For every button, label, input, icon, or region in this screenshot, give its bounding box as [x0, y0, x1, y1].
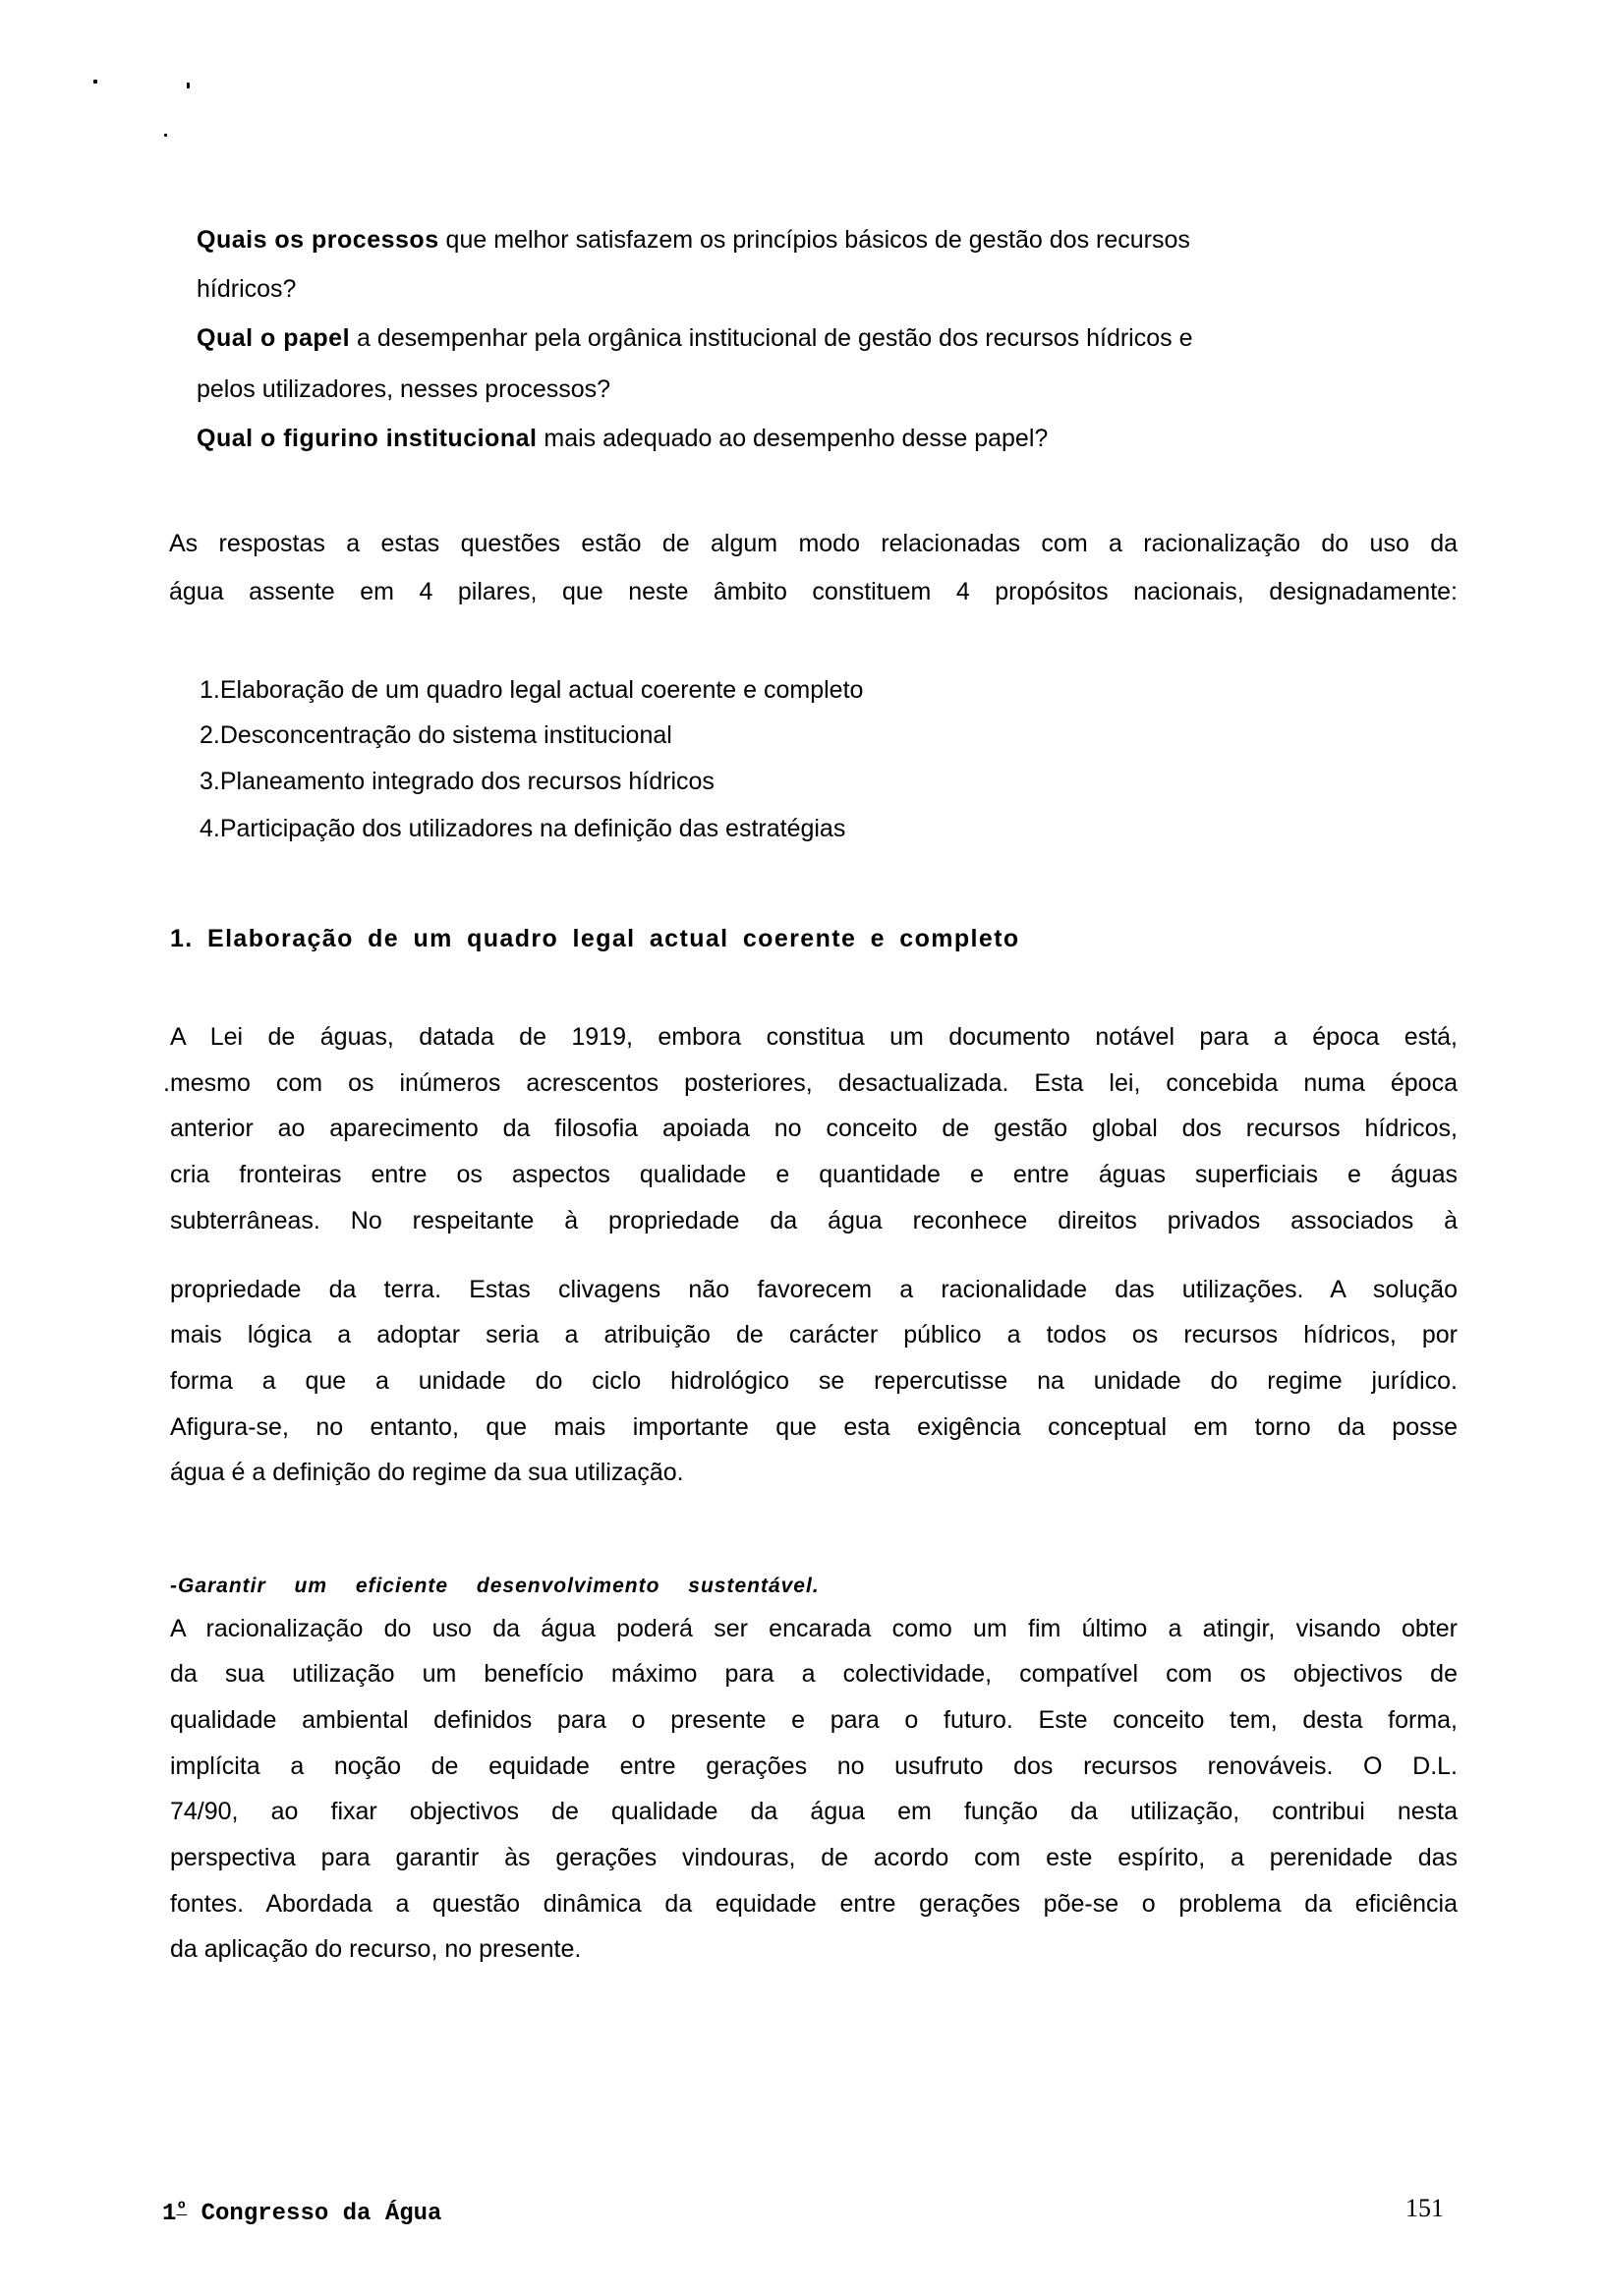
- question-line: [197, 274, 296, 304]
- paragraph-line: A Lei de águas, datada de 1919, embora constitua um documento notável para a época está,: [170, 1023, 1458, 1051]
- question-text: pelos utilizadores, nesses processos?: [197, 375, 611, 403]
- scan-speck: [187, 83, 190, 88]
- question-emphasis: Quais os processos: [197, 226, 439, 254]
- paragraph-line: Afigura-se, no entanto, que mais importante que esta exigência conceptual em torno da posse: [170, 1413, 1458, 1441]
- paragraph-line: água assente em 4 pilares, que neste âmbito constituem 4 propósitos nacionais, designadamente:: [169, 578, 1458, 605]
- list-item: 4.Participação dos utilizadores na definição das estratégias: [200, 815, 846, 842]
- scan-speck: [93, 80, 97, 84]
- question-line: [197, 323, 1193, 353]
- list-item: 1.Elaboração de um quadro legal actual coerente e completo: [200, 676, 864, 704]
- list-item: 3.Planeamento integrado dos recursos hídricos: [200, 768, 715, 795]
- question-line: [197, 424, 1048, 453]
- paragraph-line: qualidade ambiental definidos para o presente e para o futuro. Este conceito tem, desta forma,: [170, 1706, 1458, 1734]
- paragraph-line: A racionalização do uso da água poderá ser encarada como um fim último a atingir, visando obter: [170, 1615, 1458, 1642]
- paragraph-line: mais lógica a adoptar seria a atribuição de carácter público a todos os recursos hídricos, por: [170, 1321, 1458, 1349]
- scan-speck: [164, 134, 167, 137]
- question-line: [197, 225, 1441, 255]
- question-line: [197, 374, 610, 404]
- paragraph-line: da aplicação do recurso, no presente.: [170, 1935, 582, 1963]
- paragraph-line: propriedade da terra. Estas clivagens não favorecem a racionalidade das utilizações. A solução: [170, 1276, 1458, 1303]
- page-number: 151: [1405, 2194, 1444, 2222]
- question-emphasis: Qual o papel: [197, 324, 351, 352]
- paragraph-line: forma a que a unidade do ciclo hidrológico se repercutisse na unidade do regime jurídico.: [170, 1367, 1458, 1395]
- paragraph-line: fontes. Abordada a questão dinâmica da equidade entre gerações põe-se o problema da eficiência: [170, 1890, 1458, 1918]
- section-heading: 1. Elaboração de um quadro legal actual coerente e completo: [170, 925, 1020, 952]
- paragraph-line: da sua utilização um benefício máximo para a colectividade, compatível com os objectivos de: [170, 1660, 1458, 1688]
- question-emphasis: Qual o figurino institucional: [197, 425, 538, 452]
- paragraph-line: implícita a noção de equidade entre gerações no usufruto dos recursos renováveis. O D.L.: [170, 1752, 1458, 1780]
- question-text: hídricos?: [197, 275, 297, 303]
- paragraph-line: cria fronteiras entre os aspectos qualidade e quantidade e entre águas superficiais e águas: [170, 1161, 1458, 1188]
- paragraph-line: 74/90, ao fixar objectivos de qualidade da água em função da utilização, contribui nesta: [170, 1798, 1458, 1825]
- paragraph-line: .mesmo com os inúmeros acrescentos posteriores, desactualizada. Esta lei, concebida numa época: [163, 1069, 1458, 1097]
- question-text: que melhor satisfazem os princípios básicos de gestão dos recursos: [438, 226, 1190, 254]
- question-text: a desempenhar pela orgânica institucional de gestão dos recursos hídricos e: [350, 324, 1193, 352]
- paragraph-line: água é a definição do regime da sua utilização.: [170, 1459, 684, 1486]
- list-item: 2.Desconcentração do sistema institucional: [200, 721, 672, 749]
- subsection-heading: -Garantir um eficiente desenvolvimento sustentável.: [170, 1575, 820, 1597]
- question-text: mais adequado ao desempenho desse papel?: [537, 425, 1049, 452]
- footer-conference-title: [162, 2195, 441, 2229]
- footer-ordinal-suffix: º: [176, 2200, 188, 2219]
- paragraph-line: As respostas a estas questões estão de algum modo relacionadas com a racionalização do uso da: [169, 530, 1458, 557]
- paragraph-line: subterrâneas. No respeitante à propriedade da água reconhece direitos privados associados à: [170, 1207, 1458, 1234]
- footer-conference-name: Congresso da Água: [187, 2201, 442, 2227]
- paragraph-line: perspectiva para garantir às gerações vindouras, de acordo com este espírito, a perenidade das: [170, 1844, 1458, 1871]
- footer-ordinal-number: 1: [162, 2201, 177, 2227]
- paragraph-line: anterior ao aparecimento da filosofia apoiada no conceito de gestão global dos recursos hídricos,: [170, 1115, 1458, 1142]
